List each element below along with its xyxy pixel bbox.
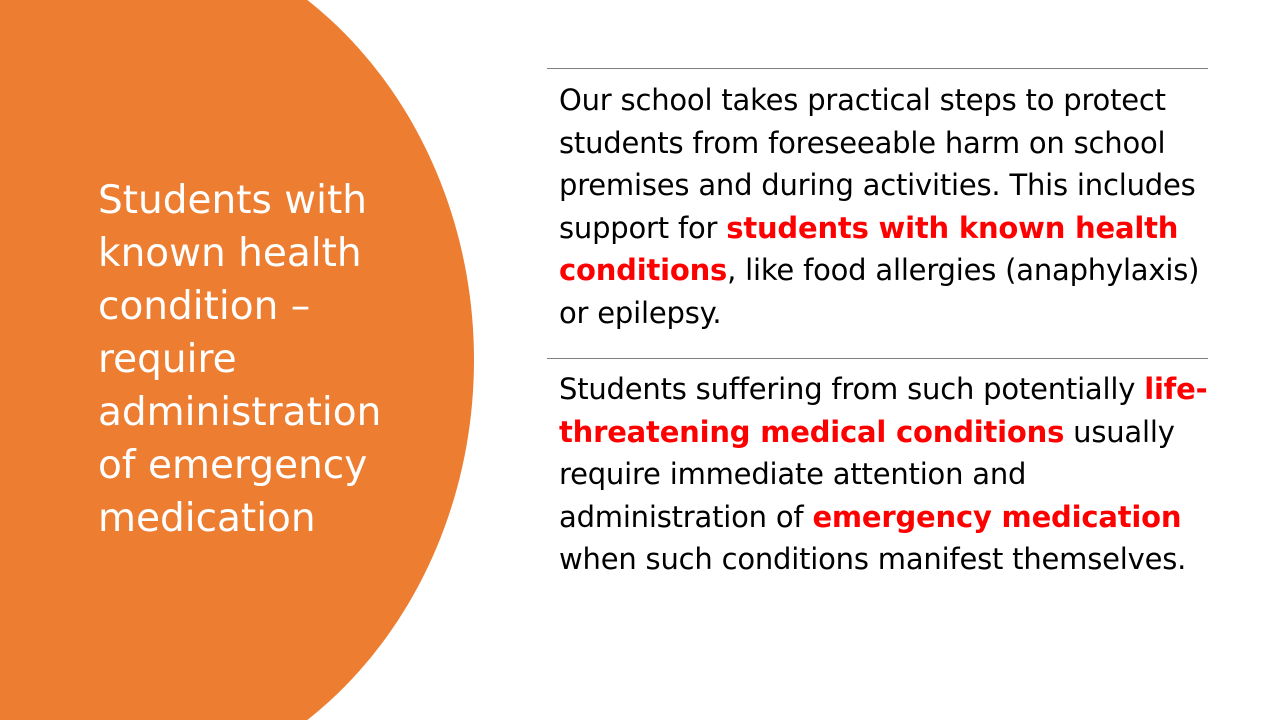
top-divider [547,68,1208,69]
slide-title: Students with known health condition – require administration of emergency medication [98,178,382,541]
highlight-emergency-medication: emergency medication [812,499,1182,534]
highlight-life-threatening-conditions: life-threatening medical conditions [559,372,1208,449]
paragraph-2-text-c: when such conditions manifest themselves. [559,542,1187,576]
paragraph-school-steps [559,79,1209,334]
middle-divider [547,358,1208,359]
paragraph-2-text-a: Students suffering from such potentially [559,372,1145,406]
paragraph-1-text-a: Our school takes practical steps to protect students from foreseeable harm on school premises and during activities. This includes support for [559,83,1196,245]
highlight-known-health-conditions: students with known health conditions [559,210,1179,287]
paragraph-2-text-b: usually require immediate attention and administration of [559,414,1175,534]
paragraph-emergency-medication [559,368,1209,581]
paragraph-1-text-b: , like food allergies (anaphylaxis) or epilepsy. [559,253,1200,330]
